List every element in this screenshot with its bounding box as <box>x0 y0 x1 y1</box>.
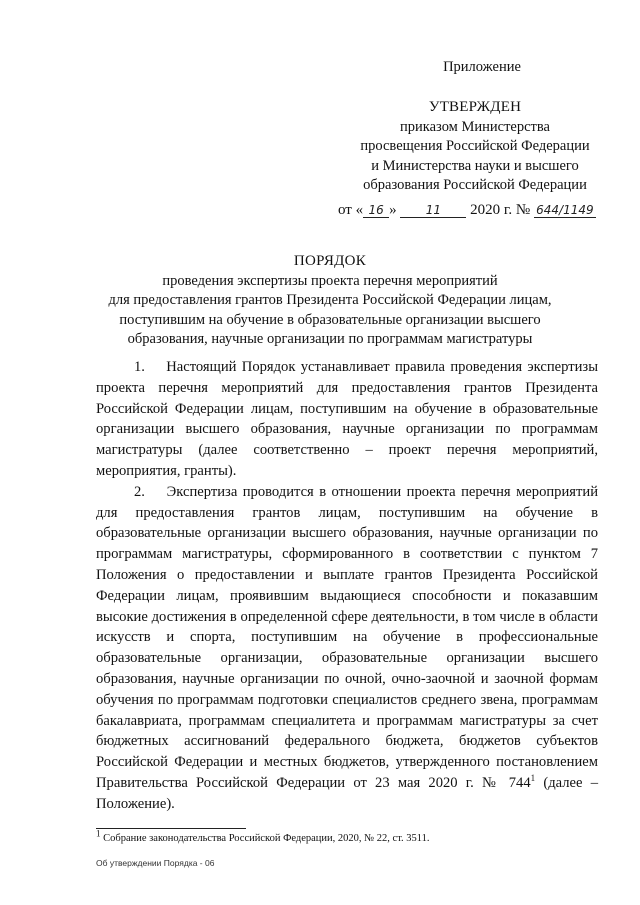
title-heading: ПОРЯДОК <box>293 253 367 269</box>
paragraph-1: 1. Настоящий Порядок устанавливает правила проведения экспертизы проекта перечня мероприятий для предоставления грантов Президента Российской Федерации лицам, поступившим на обучение в образовательные организации высшего образования, научные организации по программам магистратуры (далее соответственно – проект перечня мероприятий, мероприятия, гранты). <box>96 359 598 479</box>
footnote-mark: 1 <box>96 828 101 839</box>
paragraph-2-text: 2. Экспертиза проводится в отношении проекта перечня мероприятий для предоставления грантов лицам, поступившим на обучение в образовательные организации высшего образования, научные организации по программам магистратуры, сформированного в соответствии с пунктом 7 Положения о предоставлении и выплате грантов Президента Российской Федерации лицам, проявившим выдающиеся способности и показавшим высокие достижения в определенной сфере деятельности, в том числе в области искусств и спорта, поступившим на обучение в профессиональные образовательные организации, образовательные организации высшего образования, научные организации по очной, очно-заочной и заочной формам обучения по программам подготовки специалистов среднего звена, программам бакалавриата, программам специалитета и программам магистратуры за счет бюджетных ассигнований федерального бюджета, бюджетов субъектов Российской Федерации и местных бюджетов, утвержденного постановлением Правительства Российской Федерации от 23 мая 2020 г. № 744 <box>96 483 598 791</box>
order-reference <box>338 200 596 220</box>
footnote-divider <box>96 828 246 829</box>
paragraph-2 <box>96 482 598 815</box>
approval-line: и Министерства науки и высшего <box>371 157 579 174</box>
appendix-label: Приложение <box>443 59 521 75</box>
order-year: 2020 г. № <box>470 202 531 218</box>
order-prefix: от « <box>338 202 364 218</box>
title-line: для предоставления грантов Президента Российской Федерации лицам, <box>108 292 552 309</box>
approved-label: УТВЕРЖДЕН <box>428 99 522 115</box>
order-month: 11 <box>400 203 466 218</box>
paragraph-2-end: (далее – Положение). <box>96 774 598 812</box>
title-line: поступившим на обучение в образовательные организации высшего <box>119 311 541 328</box>
approval-line: приказом Министерства <box>400 118 550 135</box>
title-line: образования, научные организации по программам магистратуры <box>127 330 533 347</box>
footnote-ref: 1 <box>530 773 536 784</box>
page-footer: Об утверждении Порядка - 06 <box>96 858 215 868</box>
document-title <box>80 252 580 349</box>
approval-block <box>340 58 610 196</box>
footnote-text: Собрание законодательства Российской Федерации, 2020, № 22, ст. 3511. <box>100 833 430 844</box>
document-body <box>96 357 598 815</box>
approval-line: просвещения Российской Федерации <box>360 138 590 154</box>
footnote <box>96 828 430 845</box>
order-day-close: » <box>389 202 397 218</box>
order-number: 644/1149 <box>534 203 596 218</box>
title-line: проведения экспертизы проекта перечня мероприятий <box>162 273 498 290</box>
order-day: 16 <box>363 203 389 218</box>
approval-line: образования Российской Федерации <box>363 177 587 193</box>
